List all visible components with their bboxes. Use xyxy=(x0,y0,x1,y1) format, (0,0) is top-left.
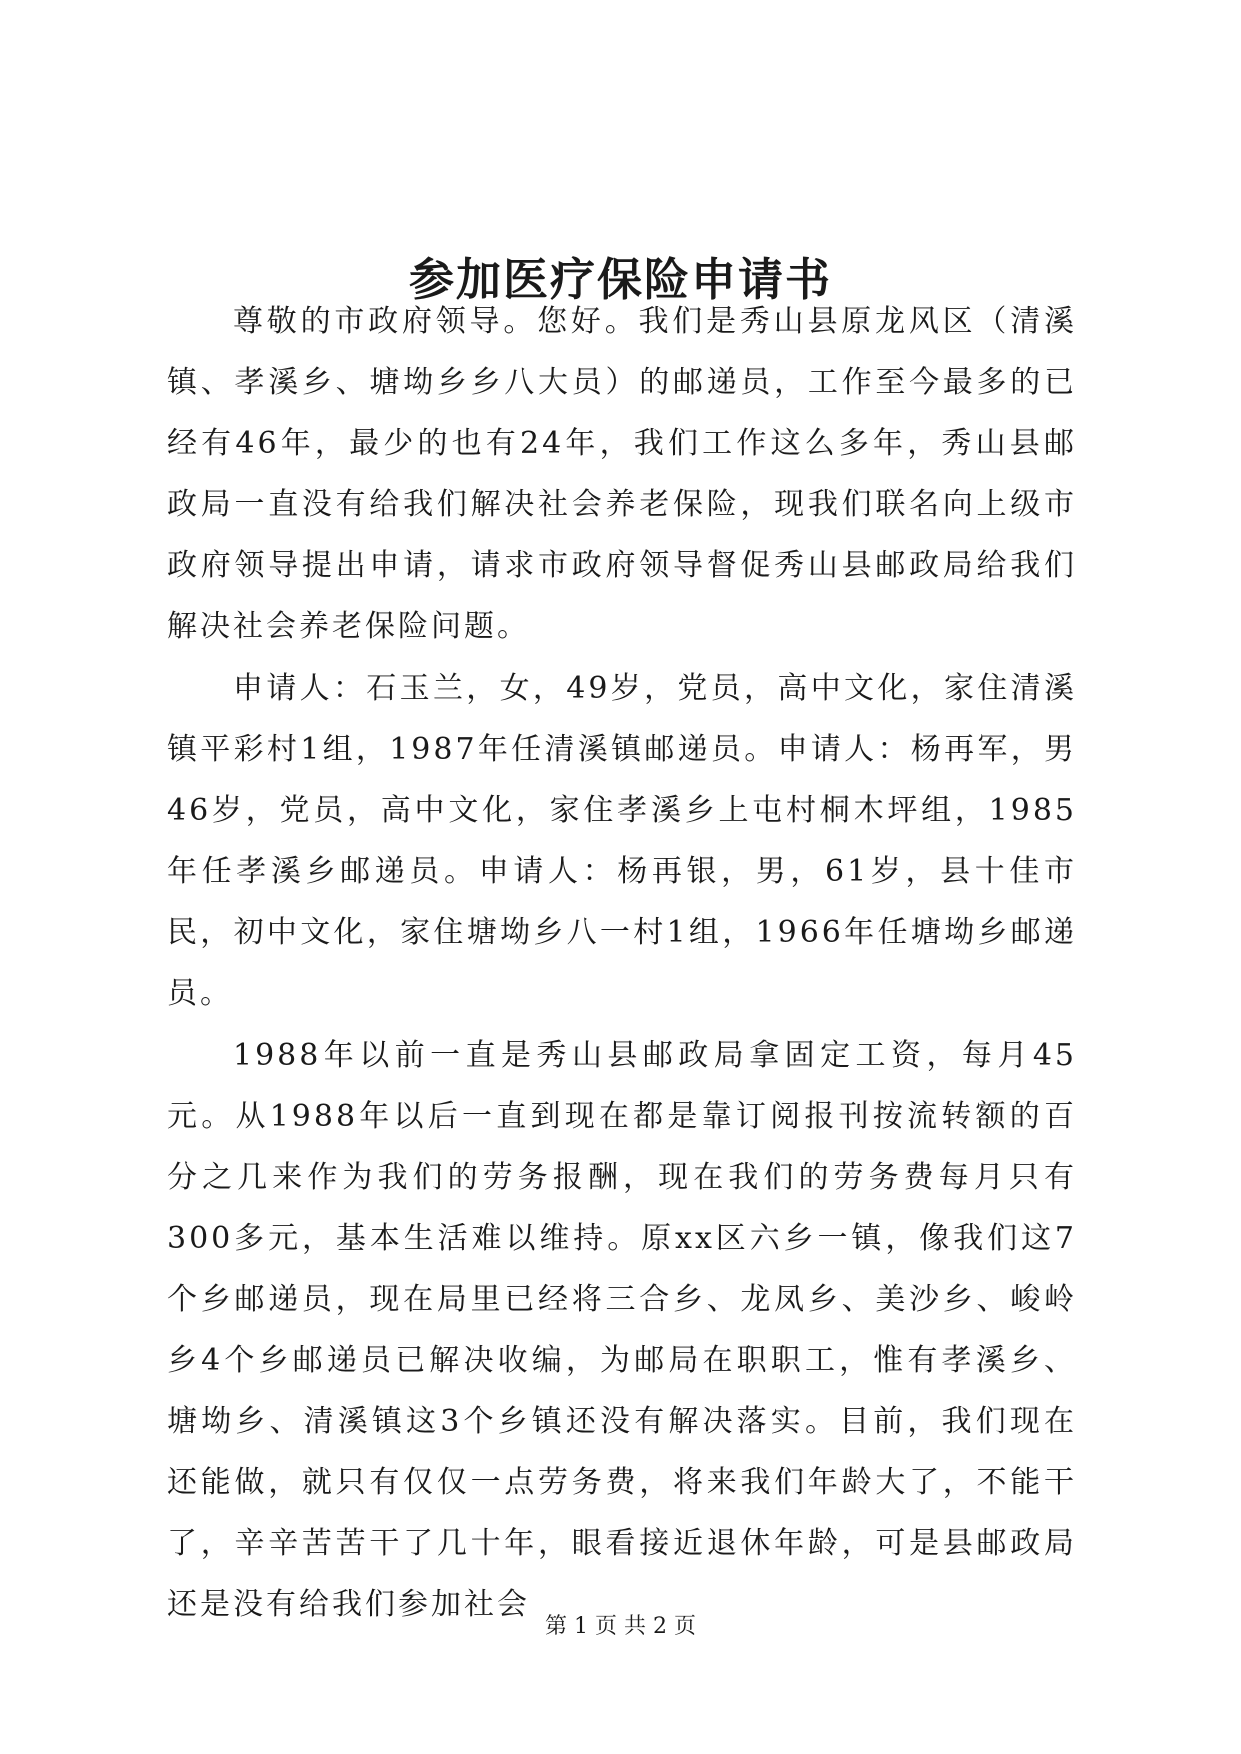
paragraph-situation: 1988年以前一直是秀山县邮政局拿固定工资，每月45元。从1988年以后一直到现在都是靠订阅报刊按流转额的百分之几来作为我们的劳务报酬，现在我们的劳务费每月只有300多元，基本生活难以维持。原xx区六乡一镇，像我们这7个乡邮递员，现在局里已经将三合乡、龙凤乡、美沙乡、峻岭乡4个乡邮递员已解决收编，为邮局在职职工，惟有孝溪乡、塘坳乡、清溪镇这3个乡镇还没有解决落实。目前，我们现在还能做，就只有仅仅一点劳务费，将来我们年龄大了，不能干了，辛辛苦苦干了几十年，眼看接近退休年龄，可是县邮政局还是没有给我们参加社会 xyxy=(167,1038,1077,1622)
paragraph-applicants: 申请人：石玉兰，女，49岁，党员，高中文化，家住清溪镇平彩村1组，1987年任清溪镇邮递员。申请人：杨再军，男46岁，党员，高中文化，家住孝溪乡上屯村桐木坪组，1985年任孝溪乡邮递员。申请人：杨再银，男，61岁，县十佳市民，初中文化，家住塘坳乡八一村1组，1966年任塘坳乡邮递员。 xyxy=(167,671,1077,1011)
document-body xyxy=(167,291,1077,1636)
document-title: 参加医疗保险申请书 xyxy=(408,253,832,307)
paragraph-intro: 尊敬的市政府领导。您好。我们是秀山县原龙风区（清溪镇、孝溪乡、塘坳乡乡八大员）的邮递员，工作至今最多的已经有46年，最少的也有24年，我们工作这么多年，秀山县邮政局一直没有给我们解决社会养老保险，现我们联名向上级市政府领导提出申请，请求市政府领导督促秀山县邮政局给我们解决社会养老保险问题。 xyxy=(167,304,1077,644)
page-number-footer: 第 1 页 共 2 页 xyxy=(545,1614,696,1639)
